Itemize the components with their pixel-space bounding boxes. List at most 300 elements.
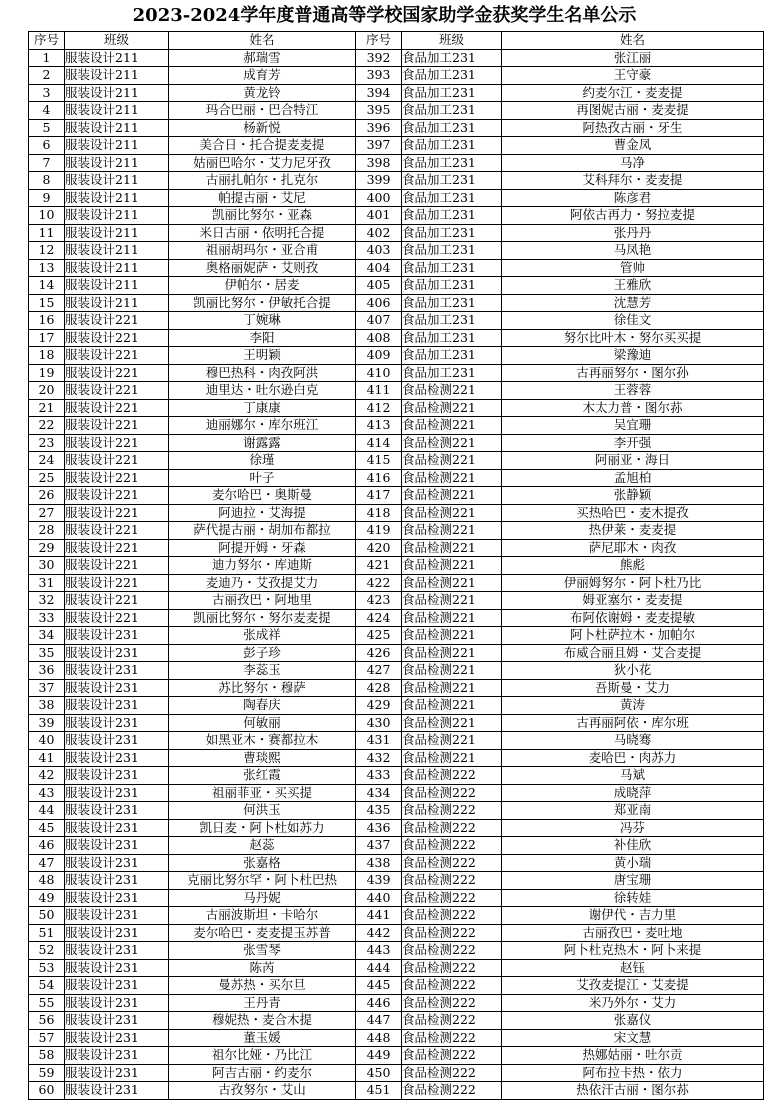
name-right-cell: 狄小花	[502, 662, 764, 680]
name-right-cell: 马晓骞	[502, 732, 764, 750]
name-left-cell: 陶春庆	[169, 697, 356, 715]
seq-right-cell: 437	[356, 837, 402, 855]
name-right-cell: 管帅	[502, 259, 764, 277]
name-right-cell: 王雅欣	[502, 277, 764, 295]
seq-right-cell: 449	[356, 1047, 402, 1065]
class-right-cell: 食品检测222	[402, 1064, 502, 1082]
class-left-cell: 服装设计221	[65, 574, 169, 592]
header-class-right: 班级	[402, 32, 502, 50]
seq-right-cell: 428	[356, 679, 402, 697]
seq-right-cell: 438	[356, 854, 402, 872]
name-right-cell: 布威合丽且姆・艾合麦提	[502, 644, 764, 662]
header-class-left: 班级	[65, 32, 169, 50]
name-left-cell: 穆妮热・麦合木提	[169, 1012, 356, 1030]
seq-right-cell: 451	[356, 1082, 402, 1100]
seq-left-cell: 2	[29, 67, 65, 85]
class-right-cell: 食品检测222	[402, 889, 502, 907]
class-left-cell: 服装设计231	[65, 977, 169, 995]
table-row	[29, 1029, 764, 1047]
name-left-cell: 麦尔哈巴・麦麦提玉苏普	[169, 924, 356, 942]
class-left-cell: 服装设计211	[65, 102, 169, 120]
table-row	[29, 819, 764, 837]
seq-right-cell: 430	[356, 714, 402, 732]
name-left-cell: 张红霞	[169, 767, 356, 785]
name-right-cell: 热伊莱・麦麦提	[502, 522, 764, 540]
class-left-cell: 服装设计221	[65, 522, 169, 540]
seq-left-cell: 39	[29, 714, 65, 732]
seq-right-cell: 397	[356, 137, 402, 155]
class-left-cell: 服装设计221	[65, 452, 169, 470]
table-row	[29, 539, 764, 557]
seq-left-cell: 8	[29, 172, 65, 190]
class-right-cell: 食品检测222	[402, 872, 502, 890]
table-row	[29, 1064, 764, 1082]
table-row	[29, 784, 764, 802]
seq-right-cell: 417	[356, 487, 402, 505]
roster-body	[29, 49, 764, 1099]
seq-right-cell: 418	[356, 504, 402, 522]
seq-right-cell: 441	[356, 907, 402, 925]
class-right-cell: 食品检测222	[402, 1047, 502, 1065]
seq-right-cell: 419	[356, 522, 402, 540]
class-left-cell: 服装设计231	[65, 1047, 169, 1065]
seq-left-cell: 6	[29, 137, 65, 155]
name-left-cell: 玛合巴丽・巴合特江	[169, 102, 356, 120]
class-right-cell: 食品加工231	[402, 119, 502, 137]
seq-left-cell: 30	[29, 557, 65, 575]
name-right-cell: 姆亚塞尔・麦麦提	[502, 592, 764, 610]
table-row	[29, 644, 764, 662]
class-left-cell: 服装设计231	[65, 907, 169, 925]
seq-right-cell: 439	[356, 872, 402, 890]
class-right-cell: 食品加工231	[402, 102, 502, 120]
seq-right-cell: 396	[356, 119, 402, 137]
name-right-cell: 唐宝珊	[502, 872, 764, 890]
seq-right-cell: 446	[356, 994, 402, 1012]
name-left-cell: 苏比努尔・穆萨	[169, 679, 356, 697]
name-left-cell: 凯丽比努尔・亚森	[169, 207, 356, 225]
seq-right-cell: 406	[356, 294, 402, 312]
name-left-cell: 彭子珍	[169, 644, 356, 662]
seq-right-cell: 392	[356, 49, 402, 67]
seq-right-cell: 416	[356, 469, 402, 487]
class-left-cell: 服装设计231	[65, 959, 169, 977]
class-right-cell: 食品检测221	[402, 452, 502, 470]
class-right-cell: 食品加工231	[402, 49, 502, 67]
table-row	[29, 802, 764, 820]
class-right-cell: 食品检测221	[402, 382, 502, 400]
name-right-cell: 谢伊代・吉力里	[502, 907, 764, 925]
table-row	[29, 487, 764, 505]
table-row	[29, 1082, 764, 1100]
name-left-cell: 凯丽比努尔・努尔麦麦提	[169, 609, 356, 627]
class-right-cell: 食品检测222	[402, 907, 502, 925]
class-right-cell: 食品加工231	[402, 329, 502, 347]
name-right-cell: 王守豪	[502, 67, 764, 85]
class-left-cell: 服装设计221	[65, 399, 169, 417]
seq-right-cell: 411	[356, 382, 402, 400]
seq-left-cell: 25	[29, 469, 65, 487]
class-right-cell: 食品加工231	[402, 84, 502, 102]
name-right-cell: 陈彦君	[502, 189, 764, 207]
name-right-cell: 熊彪	[502, 557, 764, 575]
name-left-cell: 徐瑾	[169, 452, 356, 470]
name-left-cell: 祖丽胡玛尔・亚合甫	[169, 242, 356, 260]
class-left-cell: 服装设计231	[65, 1012, 169, 1030]
name-left-cell: 陈芮	[169, 959, 356, 977]
table-row	[29, 329, 764, 347]
table-row	[29, 277, 764, 295]
table-row	[29, 977, 764, 995]
seq-left-cell: 14	[29, 277, 65, 295]
name-right-cell: 黄小瑞	[502, 854, 764, 872]
seq-left-cell: 47	[29, 854, 65, 872]
class-left-cell: 服装设计221	[65, 329, 169, 347]
table-header-row	[29, 32, 764, 50]
seq-right-cell: 433	[356, 767, 402, 785]
name-left-cell: 曹琰熙	[169, 749, 356, 767]
class-right-cell: 食品检测222	[402, 784, 502, 802]
seq-left-cell: 41	[29, 749, 65, 767]
name-right-cell: 徐佳文	[502, 312, 764, 330]
name-right-cell: 古再丽阿依・库尔班	[502, 714, 764, 732]
seq-left-cell: 17	[29, 329, 65, 347]
seq-left-cell: 5	[29, 119, 65, 137]
name-right-cell: 艾孜麦提江・艾麦提	[502, 977, 764, 995]
seq-left-cell: 44	[29, 802, 65, 820]
table-row	[29, 189, 764, 207]
seq-left-cell: 43	[29, 784, 65, 802]
seq-right-cell: 401	[356, 207, 402, 225]
seq-left-cell: 49	[29, 889, 65, 907]
name-left-cell: 克丽比努尔罕・阿卜杜巴热	[169, 872, 356, 890]
class-right-cell: 食品检测222	[402, 924, 502, 942]
table-row	[29, 609, 764, 627]
seq-left-cell: 9	[29, 189, 65, 207]
name-left-cell: 米日古丽・依明托合提	[169, 224, 356, 242]
name-right-cell: 徐转娃	[502, 889, 764, 907]
class-left-cell: 服装设计231	[65, 872, 169, 890]
seq-left-cell: 31	[29, 574, 65, 592]
name-right-cell: 郑亚南	[502, 802, 764, 820]
name-left-cell: 成育芳	[169, 67, 356, 85]
name-left-cell: 萨代提古丽・胡加布都拉	[169, 522, 356, 540]
class-left-cell: 服装设计231	[65, 679, 169, 697]
name-left-cell: 美合日・托合提麦麦提	[169, 137, 356, 155]
name-left-cell: 如黑亚木・赛都拉木	[169, 732, 356, 750]
class-left-cell: 服装设计231	[65, 819, 169, 837]
name-right-cell: 冯芬	[502, 819, 764, 837]
table-row	[29, 399, 764, 417]
class-left-cell: 服装设计221	[65, 312, 169, 330]
seq-right-cell: 394	[356, 84, 402, 102]
table-row	[29, 994, 764, 1012]
class-left-cell: 服装设计231	[65, 802, 169, 820]
class-left-cell: 服装设计211	[65, 207, 169, 225]
table-row	[29, 522, 764, 540]
class-right-cell: 食品检测222	[402, 819, 502, 837]
seq-left-cell: 26	[29, 487, 65, 505]
class-right-cell: 食品检测222	[402, 959, 502, 977]
name-left-cell: 古丽波斯坦・卡哈尔	[169, 907, 356, 925]
name-left-cell: 麦尔哈巴・奥斯曼	[169, 487, 356, 505]
name-left-cell: 郝瑞雪	[169, 49, 356, 67]
seq-right-cell: 448	[356, 1029, 402, 1047]
seq-right-cell: 425	[356, 627, 402, 645]
seq-left-cell: 22	[29, 417, 65, 435]
name-right-cell: 热依汗古丽・图尔荪	[502, 1082, 764, 1100]
seq-right-cell: 450	[356, 1064, 402, 1082]
class-right-cell: 食品检测221	[402, 732, 502, 750]
name-left-cell: 麦迪乃・艾孜提艾力	[169, 574, 356, 592]
seq-right-cell: 400	[356, 189, 402, 207]
table-row	[29, 417, 764, 435]
name-left-cell: 李阳	[169, 329, 356, 347]
class-right-cell: 食品检测222	[402, 1082, 502, 1100]
name-left-cell: 何洪玉	[169, 802, 356, 820]
seq-right-cell: 415	[356, 452, 402, 470]
seq-left-cell: 32	[29, 592, 65, 610]
table-row	[29, 959, 764, 977]
seq-left-cell: 27	[29, 504, 65, 522]
name-left-cell: 曼苏热・买尔旦	[169, 977, 356, 995]
seq-left-cell: 48	[29, 872, 65, 890]
name-right-cell: 麦哈巴・肉苏力	[502, 749, 764, 767]
table-row	[29, 837, 764, 855]
page-title: 2023-2024学年度普通高等学校国家助学金获奖学生名单公示	[132, 5, 637, 26]
seq-left-cell: 42	[29, 767, 65, 785]
header-name-right: 姓名	[502, 32, 764, 50]
seq-right-cell: 410	[356, 364, 402, 382]
class-right-cell: 食品加工231	[402, 67, 502, 85]
class-right-cell: 食品加工231	[402, 172, 502, 190]
name-right-cell: 约麦尔江・麦麦提	[502, 84, 764, 102]
name-right-cell: 布阿依谢姆・麦麦提敏	[502, 609, 764, 627]
seq-left-cell: 45	[29, 819, 65, 837]
class-right-cell: 食品加工231	[402, 347, 502, 365]
seq-left-cell: 59	[29, 1064, 65, 1082]
name-right-cell: 阿卜杜克热木・阿卜来提	[502, 942, 764, 960]
seq-right-cell: 431	[356, 732, 402, 750]
seq-left-cell: 55	[29, 994, 65, 1012]
table-row	[29, 749, 764, 767]
class-left-cell: 服装设计221	[65, 364, 169, 382]
name-left-cell: 古孜努尔・艾山	[169, 1082, 356, 1100]
name-left-cell: 迪丽娜尔・库尔班江	[169, 417, 356, 435]
table-row	[29, 907, 764, 925]
class-left-cell: 服装设计221	[65, 382, 169, 400]
seq-left-cell: 38	[29, 697, 65, 715]
class-left-cell: 服装设计231	[65, 784, 169, 802]
class-right-cell: 食品加工231	[402, 364, 502, 382]
name-left-cell: 李蕊玉	[169, 662, 356, 680]
table-row	[29, 854, 764, 872]
table-row	[29, 872, 764, 890]
seq-right-cell: 447	[356, 1012, 402, 1030]
table-row	[29, 889, 764, 907]
class-left-cell: 服装设计231	[65, 714, 169, 732]
class-left-cell: 服装设计221	[65, 469, 169, 487]
name-right-cell: 买热哈巴・麦木提孜	[502, 504, 764, 522]
seq-left-cell: 13	[29, 259, 65, 277]
name-left-cell: 穆巴热科・肉孜阿洪	[169, 364, 356, 382]
seq-right-cell: 443	[356, 942, 402, 960]
name-left-cell: 阿吉古丽・约麦尔	[169, 1064, 356, 1082]
header-seq-left: 序号	[29, 32, 65, 50]
seq-left-cell: 60	[29, 1082, 65, 1100]
table-row	[29, 679, 764, 697]
class-left-cell: 服装设计221	[65, 434, 169, 452]
seq-left-cell: 52	[29, 942, 65, 960]
class-left-cell: 服装设计221	[65, 609, 169, 627]
seq-left-cell: 53	[29, 959, 65, 977]
name-right-cell: 张丹丹	[502, 224, 764, 242]
class-left-cell: 服装设计211	[65, 137, 169, 155]
name-right-cell: 阿卜杜萨拉木・加帕尔	[502, 627, 764, 645]
header-name-left: 姓名	[169, 32, 356, 50]
class-left-cell: 服装设计221	[65, 487, 169, 505]
name-left-cell: 杨新悦	[169, 119, 356, 137]
table-row	[29, 767, 764, 785]
table-row	[29, 557, 764, 575]
class-right-cell: 食品检测221	[402, 662, 502, 680]
table-row	[29, 469, 764, 487]
seq-left-cell: 46	[29, 837, 65, 855]
seq-right-cell: 413	[356, 417, 402, 435]
seq-left-cell: 51	[29, 924, 65, 942]
name-right-cell: 成晓萍	[502, 784, 764, 802]
name-left-cell: 阿提开姆・牙森	[169, 539, 356, 557]
class-right-cell: 食品检测221	[402, 417, 502, 435]
name-left-cell: 丁婉琳	[169, 312, 356, 330]
seq-left-cell: 34	[29, 627, 65, 645]
seq-right-cell: 426	[356, 644, 402, 662]
class-right-cell: 食品检测222	[402, 802, 502, 820]
header-seq-right: 序号	[356, 32, 402, 50]
class-left-cell: 服装设计231	[65, 644, 169, 662]
name-right-cell: 伊丽姆努尔・阿卜杜乃比	[502, 574, 764, 592]
seq-left-cell: 35	[29, 644, 65, 662]
table-row	[29, 242, 764, 260]
class-left-cell: 服装设计231	[65, 837, 169, 855]
name-left-cell: 迪里达・吐尔逊白克	[169, 382, 356, 400]
seq-right-cell: 442	[356, 924, 402, 942]
name-left-cell: 奥格丽妮萨・艾则孜	[169, 259, 356, 277]
seq-left-cell: 12	[29, 242, 65, 260]
seq-left-cell: 18	[29, 347, 65, 365]
name-left-cell: 丁康康	[169, 399, 356, 417]
seq-left-cell: 40	[29, 732, 65, 750]
name-left-cell: 古丽扎帕尔・扎克尔	[169, 172, 356, 190]
seq-left-cell: 23	[29, 434, 65, 452]
class-right-cell: 食品检测221	[402, 469, 502, 487]
class-left-cell: 服装设计231	[65, 662, 169, 680]
name-right-cell: 古再丽努尔・图尔孙	[502, 364, 764, 382]
class-left-cell: 服装设计231	[65, 942, 169, 960]
name-right-cell: 补佳欣	[502, 837, 764, 855]
table-row	[29, 697, 764, 715]
seq-left-cell: 58	[29, 1047, 65, 1065]
table-row	[29, 942, 764, 960]
seq-left-cell: 50	[29, 907, 65, 925]
table-row	[29, 137, 764, 155]
name-left-cell: 古丽孜巴・阿地里	[169, 592, 356, 610]
class-right-cell: 食品加工231	[402, 312, 502, 330]
class-right-cell: 食品加工231	[402, 224, 502, 242]
class-left-cell: 服装设计211	[65, 49, 169, 67]
name-left-cell: 凯日麦・阿卜杜如苏力	[169, 819, 356, 837]
table-row	[29, 172, 764, 190]
name-left-cell: 帕提古丽・艾尼	[169, 189, 356, 207]
seq-right-cell: 424	[356, 609, 402, 627]
name-right-cell: 吾斯曼・艾力	[502, 679, 764, 697]
name-right-cell: 曹金凤	[502, 137, 764, 155]
class-right-cell: 食品检测221	[402, 434, 502, 452]
class-left-cell: 服装设计231	[65, 1082, 169, 1100]
table-row	[29, 732, 764, 750]
seq-left-cell: 57	[29, 1029, 65, 1047]
name-right-cell: 热娜姑丽・吐尔贡	[502, 1047, 764, 1065]
name-right-cell: 王蓉蓉	[502, 382, 764, 400]
name-right-cell: 马净	[502, 154, 764, 172]
name-right-cell: 马斌	[502, 767, 764, 785]
name-left-cell: 王丹青	[169, 994, 356, 1012]
class-left-cell: 服装设计211	[65, 242, 169, 260]
seq-right-cell: 440	[356, 889, 402, 907]
name-right-cell: 米乃外尔・艾力	[502, 994, 764, 1012]
seq-right-cell: 402	[356, 224, 402, 242]
class-right-cell: 食品检测221	[402, 697, 502, 715]
table-row	[29, 434, 764, 452]
seq-right-cell: 429	[356, 697, 402, 715]
class-right-cell: 食品检测221	[402, 592, 502, 610]
seq-right-cell: 412	[356, 399, 402, 417]
class-right-cell: 食品检测222	[402, 977, 502, 995]
seq-right-cell: 445	[356, 977, 402, 995]
class-right-cell: 食品检测222	[402, 994, 502, 1012]
seq-right-cell: 421	[356, 557, 402, 575]
class-right-cell: 食品加工231	[402, 207, 502, 225]
seq-left-cell: 15	[29, 294, 65, 312]
class-left-cell: 服装设计211	[65, 67, 169, 85]
table-row	[29, 102, 764, 120]
table-row	[29, 224, 764, 242]
name-right-cell: 赵钰	[502, 959, 764, 977]
seq-left-cell: 29	[29, 539, 65, 557]
class-left-cell: 服装设计221	[65, 347, 169, 365]
class-right-cell: 食品检测221	[402, 609, 502, 627]
table-row	[29, 662, 764, 680]
name-left-cell: 祖丽菲亚・买买提	[169, 784, 356, 802]
table-row	[29, 382, 764, 400]
seq-right-cell: 420	[356, 539, 402, 557]
class-right-cell: 食品检测222	[402, 854, 502, 872]
class-left-cell: 服装设计221	[65, 539, 169, 557]
table-row	[29, 452, 764, 470]
class-right-cell: 食品加工231	[402, 137, 502, 155]
class-right-cell: 食品加工231	[402, 294, 502, 312]
name-left-cell: 张成祥	[169, 627, 356, 645]
table-row	[29, 1047, 764, 1065]
table-row	[29, 504, 764, 522]
class-left-cell: 服装设计231	[65, 1029, 169, 1047]
class-left-cell: 服装设计231	[65, 854, 169, 872]
seq-right-cell: 436	[356, 819, 402, 837]
class-left-cell: 服装设计211	[65, 172, 169, 190]
class-right-cell: 食品检测222	[402, 767, 502, 785]
name-left-cell: 姑丽巴哈尔・艾力尼牙孜	[169, 154, 356, 172]
class-left-cell: 服装设计211	[65, 84, 169, 102]
